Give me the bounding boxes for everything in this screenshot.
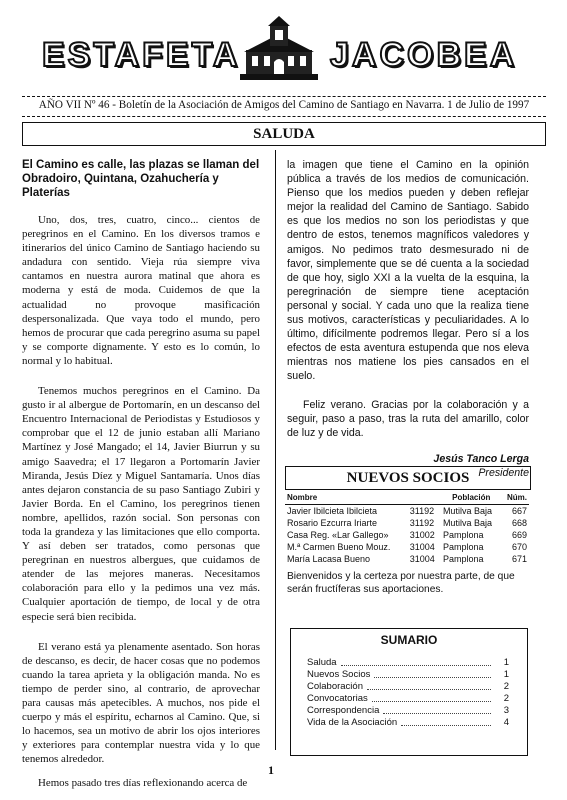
socio-number: 669 — [511, 530, 527, 540]
column-divider — [275, 150, 276, 750]
table-row — [285, 517, 529, 529]
nuevos-socios-table — [285, 492, 529, 565]
socio-town: Pamplona — [442, 554, 484, 564]
nuevos-socios-title: NUEVOS SOCIOS — [346, 470, 470, 486]
masthead-left-word: ESTAFETA — [42, 36, 241, 74]
table-row — [285, 529, 529, 541]
socio-postcode: 31002 — [409, 530, 435, 540]
table-row — [285, 505, 529, 518]
socio-number: 667 — [511, 506, 527, 516]
socio-postcode: 31192 — [409, 506, 435, 516]
socio-name: Casa Reg. «Lar Gallego» — [287, 530, 389, 540]
masthead-rule-bottom — [22, 116, 546, 117]
sumario-item: Correspondencia 3 — [307, 705, 509, 716]
article-paragraph: la imagen que tiene el Camino en la opinión pública a través de los medios de comunicación. Pienso que los medios pueden y deben reflejar mejor la realidad del Camino de Santiago. Sabido es que los medios no son los periodistas y que dentro de estos, tenemos magníficos valedores y amigos. No pedimos trato desmesurado ni de favor, simplemente que se dé cuenta a la sociedad de que hoy, siglo XXI a la vuelta de la esquina, la peregrinación de siempre tiene aceptación personal y social. Y cada uno que la realiza tiene sus motivos, características y peculiaridades. A lo último, difícilmente podremos llegar. Pero sí a los efectos de esta aventura estupenda que nos eleva mientras nos matiene los pies cansados en el suelo. — [287, 159, 529, 383]
nuevos-socios-title-box — [285, 466, 531, 490]
masthead-rule-top — [22, 96, 546, 97]
socio-town: Pamplona — [442, 542, 484, 552]
socio-postcode: 31004 — [409, 542, 435, 552]
sumario-title: SUMARIO — [380, 633, 438, 647]
article-paragraph: Hemos pasado tres días reflexionando acerca de — [38, 777, 248, 790]
article-paragraph: Tenemos muchos peregrinos en el Camino. Da gusto ir al albergue de Portomarín, en un descanso del Encuentro Internacional de Periodistas y Estudiosos y comprobar que el 12 de junio estaban allí Mariano Martínez y José Mangado; el 14, Javier Biurrun y su amigo Saavedra; el 17 llegaron a Portomarín Javier Miranda, Jesús Díez y Miguel Santamaría. Unos días antes dejaron constancia de su paso Santiago Zubiri y Javier Borda. En el Camino, los peregrinos tienen nombre, apellidos, razón social. Son personas con toda la grandeza y las limitaciones que ello comporta. Y así deben ser tratados, como personas que peregrinan en nuestros albergues, que cuidamos de atender de las mejores maneras. Necesitamos colaboración para ello y la pedimos una vez más. Cualquier aportación de tiempo, de local y de otra especie será bien recibida. — [22, 385, 260, 623]
sumario-item: Nuevos Socios 1 — [307, 669, 509, 680]
signature-name: Jesús Tanco Lerga — [433, 452, 529, 465]
sumario-item: Colaboración 2 — [307, 681, 509, 692]
masthead-right-word: JACOBEA — [330, 36, 518, 74]
sumario-item: Vida de la Asociación 4 — [307, 717, 509, 728]
socio-name: Rosario Ezcurra Iriarte — [287, 518, 378, 528]
socio-postcode: 31004 — [409, 554, 435, 564]
sumario-item: Saluda 1 — [307, 657, 509, 668]
socio-town: Mutilva Baja — [442, 518, 492, 528]
article-left-column — [22, 158, 260, 791]
section-title-box — [22, 122, 546, 146]
table-row — [285, 553, 529, 565]
socio-name: M.ª Carmen Bueno Mouz. — [287, 542, 391, 552]
socio-name: María Lacasa Bueno — [287, 554, 371, 564]
article-paragraph: Feliz verano. Gracias por la colaboración y a seguir, paso a paso, tras la ruta del amarillo, color de luz y de vida. — [287, 398, 529, 439]
socio-town: Mutilva Baja — [442, 506, 492, 516]
socio-town: Pamplona — [442, 530, 484, 540]
section-title: SALUDA — [253, 126, 315, 142]
article-paragraph: Uno, dos, tres, cuatro, cinco... cientos de peregrinos en el Camino. En los diversos tramos e itinerarios del único Camino de Santiago haciendo su andadura con sentido. Vieja rúa siempre viva cantamos en nuestra aurora matinal que ahora es moderna y está de moda. Cuidemos de que la actualidad no provoque masificación despersonalizada. Que vaya todo el mundo, pero hemos de procurar que cada peregrino asuma su papel y se comporte dignamente. Y esto es lo común, lo normal y lo habitual. — [22, 214, 260, 367]
article-right-column — [287, 158, 529, 480]
column-header-num: Núm. — [502, 492, 529, 505]
nuevos-socios-welcome: Bienvenidos y la certeza por nuestra parte, de que serán fructíferas sus aportaciones. — [287, 571, 515, 595]
table-row — [285, 541, 529, 553]
sumario-item: Convocatorias 2 — [307, 693, 509, 704]
column-header-nombre: Nombre — [285, 492, 408, 505]
socio-number: 671 — [511, 554, 527, 564]
article-paragraph: El verano está ya plenamente asentado. Son horas de descanso, es decir, de hacer cosas que no podemos cuando la tarea aprieta y la obligación manda. No es tiempo de perder sino, al contrario, de aprovechar para causas más apetecibles. A muchos, nos pide el cuerpo y más el espíritu, echarnos al Camino. Que, si lo hacemos, sea un motivo de abrir los ojos interiores y exteriores para contemplar nuestra vida y lo que tenemos alrededor. — [22, 640, 260, 766]
socio-number: 668 — [511, 518, 527, 528]
church-logo-icon — [240, 16, 318, 82]
socio-postcode: 31192 — [409, 518, 435, 528]
article-headline: El Camino es calle, las plazas se llaman del Obradoiro, Quintana, Ozahuchería y Platerías — [22, 159, 260, 199]
sumario-box — [290, 628, 528, 756]
page-number: 1 — [268, 763, 274, 777]
socio-name: Javier Ibilcieta Ibilcieta — [287, 506, 378, 516]
socio-number: 670 — [511, 542, 527, 552]
issue-line: AÑO VII Nº 46 - Boletín de la Asociación de Amigos del Camino de Santiago en Navarra. 1 de Julio de 1997 — [38, 99, 530, 111]
table-header-row — [285, 492, 529, 505]
column-header-poblacion: Población — [441, 492, 502, 505]
signature-role: Presidente — [478, 466, 529, 479]
